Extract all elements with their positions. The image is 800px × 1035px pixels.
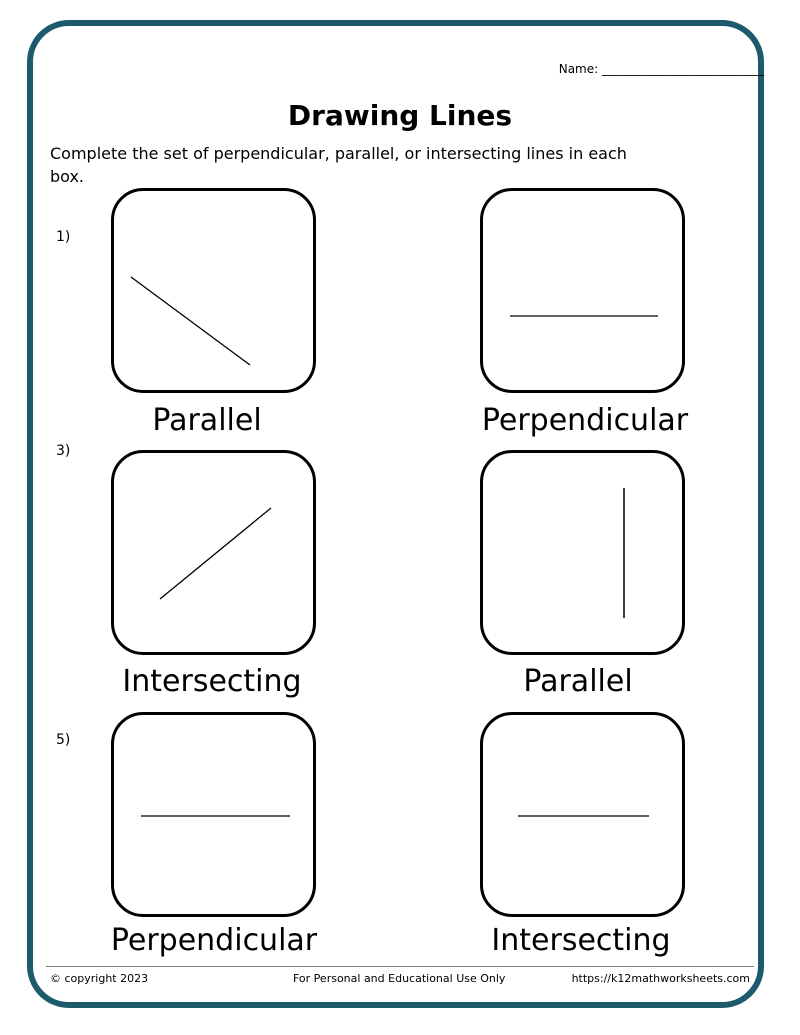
given-line-3	[111, 450, 316, 655]
problem-label-3: Intersecting	[122, 664, 302, 699]
problem-number-3: 3)	[56, 443, 71, 459]
problem-label-5: Perpendicular	[110, 923, 318, 958]
given-line-6	[480, 712, 685, 917]
footer-url[interactable]: https://k12mathworksheets.com	[571, 972, 750, 985]
drawing-box-2[interactable]	[480, 188, 685, 393]
drawing-box-1[interactable]	[111, 188, 316, 393]
given-line-4	[480, 450, 685, 655]
problem-number-5: 5)	[56, 732, 71, 748]
name-blank: ___________________________	[602, 62, 764, 76]
problem-label-6: Intersecting	[491, 923, 671, 958]
given-line-1	[111, 188, 316, 393]
footer-usage: For Personal and Educational Use Only	[293, 972, 506, 985]
problem-label-1: Parallel	[152, 403, 262, 438]
name-label: Name:	[558, 62, 599, 76]
line-segment-1	[131, 277, 250, 365]
problem-number-1: 1)	[56, 229, 71, 245]
given-line-2	[480, 188, 685, 393]
drawing-box-5[interactable]	[111, 712, 316, 917]
problem-label-2: Perpendicular	[481, 403, 689, 438]
footer-divider	[46, 966, 754, 967]
drawing-box-4[interactable]	[480, 450, 685, 655]
name-field[interactable]	[559, 62, 764, 76]
given-line-5	[111, 712, 316, 917]
drawing-box-3[interactable]	[111, 450, 316, 655]
footer-copyright: © copyright 2023	[50, 972, 149, 985]
page-title: Drawing Lines	[287, 99, 513, 132]
problem-label-4: Parallel	[523, 664, 633, 699]
drawing-box-6[interactable]	[480, 712, 685, 917]
line-segment-3	[160, 508, 271, 599]
instructions: Complete the set of perpendicular, parallel, or intersecting lines in each box.	[50, 144, 627, 186]
